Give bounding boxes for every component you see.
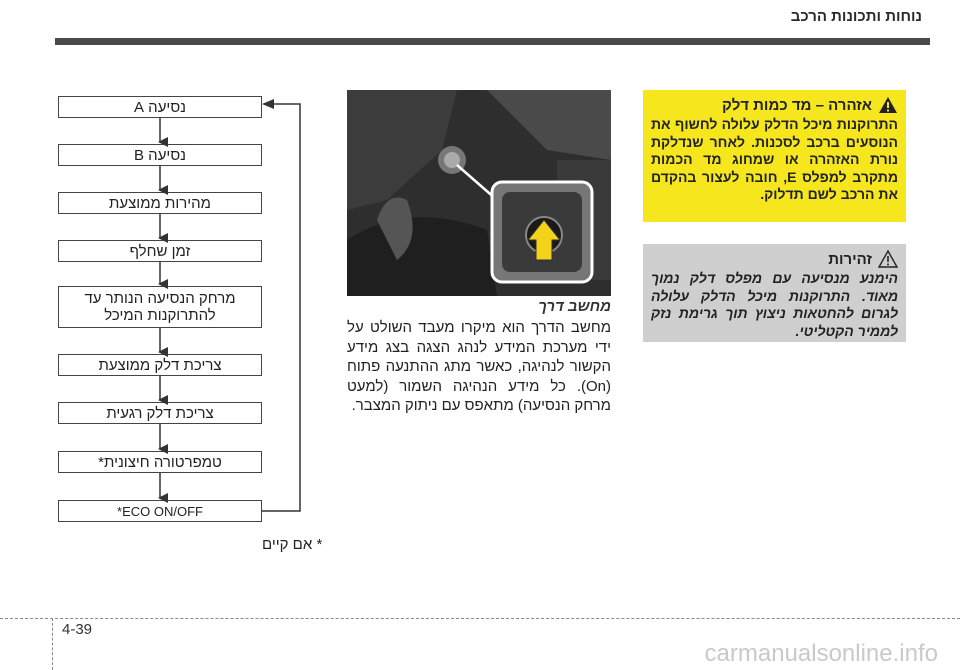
figure-caption-text: מחשב הדרך הוא מיקרו מעבד השולט על ידי מערכת המידע לנהג הצגה בצג מידע הקשור לנהיגה, כאשר מתג ההתנעה פתוח (On). כל מידע הנהיגה השמור (למעט מרחק הנסיעה) מתאפס עם ניתוק המצבר. (347, 319, 611, 414)
dashboard-illustration (347, 90, 611, 296)
caution-header (651, 250, 898, 268)
warning-title: אזהרה – מד כמות דלק (722, 96, 872, 114)
warning-header (651, 96, 898, 114)
warning-box (643, 90, 906, 222)
caution-text: הימנע מנסיעה עם מפלס דלק נמוך מאוד. התרוקנות מיכל הדלק עלולה לגרום להחטאות ניצוץ תוך גרימת נזק לממיר הקטליטי. (651, 270, 898, 339)
flow-box: נסיעה A (58, 96, 262, 118)
flow-box: צריכת דלק רגעית (58, 402, 262, 424)
caution-title: זהירות (828, 250, 872, 268)
page-number: 4-39 (62, 621, 93, 638)
flow-box: זמן שחלף (58, 240, 262, 262)
flow-box: נסיעה B (58, 144, 262, 166)
figure-caption-title: מחשב דרך (538, 298, 611, 315)
warning-triangle-icon (878, 96, 898, 114)
flow-box: מהירות ממוצעת (58, 192, 262, 214)
flow-box: צריכת דלק ממוצעת (58, 354, 262, 376)
footer-divider (0, 618, 960, 619)
footer-margin-line (52, 618, 53, 670)
watermark: carmanualsonline.info (704, 640, 938, 667)
caution-triangle-icon (878, 250, 898, 268)
flowchart-footnote: * אם קיים (262, 536, 323, 553)
flow-box: טמפרטורה חיצונית* (58, 451, 262, 473)
flow-box: ECO ON/OFF* (58, 500, 262, 522)
header-title: נוחות ותכונות הרכב (790, 8, 922, 25)
warning-text: התרוקנות מיכל הדלק עלולה לחשוף את הנוסעים ברכב לסכנות. לאחר שנדלקת נורת האזהרה או שמחוג מד הכמות מתקרב למפלס E, חובה לעצור בהקדם את הרכב לשם תדלוק. (651, 116, 898, 202)
dashboard-photo (347, 90, 611, 296)
caution-box (643, 244, 906, 342)
flow-box: מרחק הנסיעה הנותר עד להתרוקנות המיכל (58, 286, 262, 328)
